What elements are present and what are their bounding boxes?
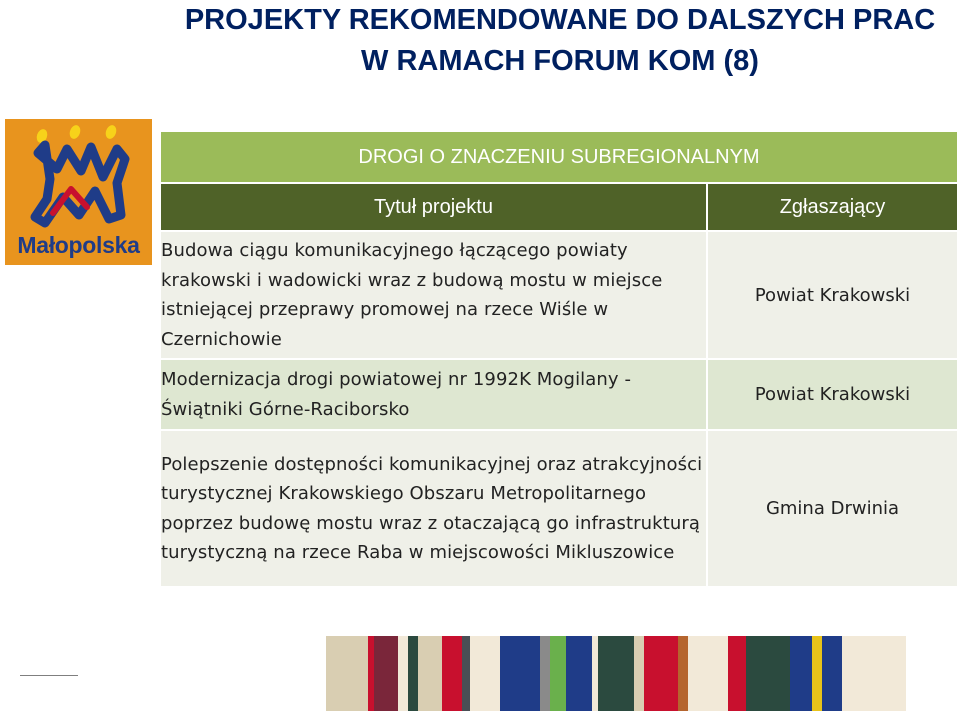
stripe (644, 636, 678, 711)
stripe (566, 636, 592, 711)
stripe (746, 636, 790, 711)
applicant-cell: Gmina Drwinia (707, 430, 958, 587)
stripe (418, 636, 442, 711)
stripe (634, 636, 644, 711)
project-title-cell: Budowa ciągu komunikacyjnego łączącego powiaty krakowski i wadowicki wraz z budową mostu w miejsce istniejącej przeprawy promowej na rzece Wiśle w Czernichowie (160, 231, 707, 359)
section-header: DROGI O ZNACZENIU SUBREGIONALNYM (160, 131, 958, 183)
stripe (408, 636, 418, 711)
applicant-cell: Powiat Krakowski (707, 359, 958, 430)
stripe (540, 636, 550, 711)
stripe (550, 636, 566, 711)
stripe (398, 636, 408, 711)
logo-text: Małopolska (17, 232, 140, 258)
stripe (462, 636, 470, 711)
projects-table (159, 130, 959, 588)
decorative-stripes (326, 636, 906, 711)
stripe (374, 636, 398, 711)
stripe (678, 636, 688, 711)
column-header-applicant: Zgłaszający (707, 183, 958, 231)
stripe (442, 636, 462, 711)
malopolska-logo (5, 119, 152, 265)
slide-title-line-1: PROJEKTY REKOMENDOWANE DO DALSZYCH PRAC (184, 4, 936, 36)
project-title-cell: Polepszenie dostępności komunikacyjnej oraz atrakcyjności turystycznej Krakowskiego Obszaru Metropolitarnego poprzez budowę mostu wraz z otaczającą go infrastrukturą turystyczną na rzece Raba w miejscowości Mikluszowice (160, 430, 707, 587)
stripe (842, 636, 906, 711)
stripe (598, 636, 634, 711)
applicant-cell: Powiat Krakowski (707, 231, 958, 359)
stripe (822, 636, 842, 711)
slide-title (160, 0, 960, 82)
table-row (160, 430, 958, 587)
stripe (470, 636, 500, 711)
stripe (500, 636, 540, 711)
slide-title-line-2: W RAMACH FORUM KOM (8) (361, 45, 759, 77)
stripe (326, 636, 368, 711)
stripe (688, 636, 728, 711)
project-title-cell: Modernizacja drogi powiatowej nr 1992K Mogilany - Świątniki Górne-Raciborsko (160, 359, 707, 430)
table-row (160, 231, 958, 359)
stripe (812, 636, 822, 711)
footer-divider (20, 675, 78, 676)
stripe (790, 636, 812, 711)
stripe (728, 636, 746, 711)
column-header-title: Tytuł projektu (160, 183, 707, 231)
table-row (160, 359, 958, 430)
